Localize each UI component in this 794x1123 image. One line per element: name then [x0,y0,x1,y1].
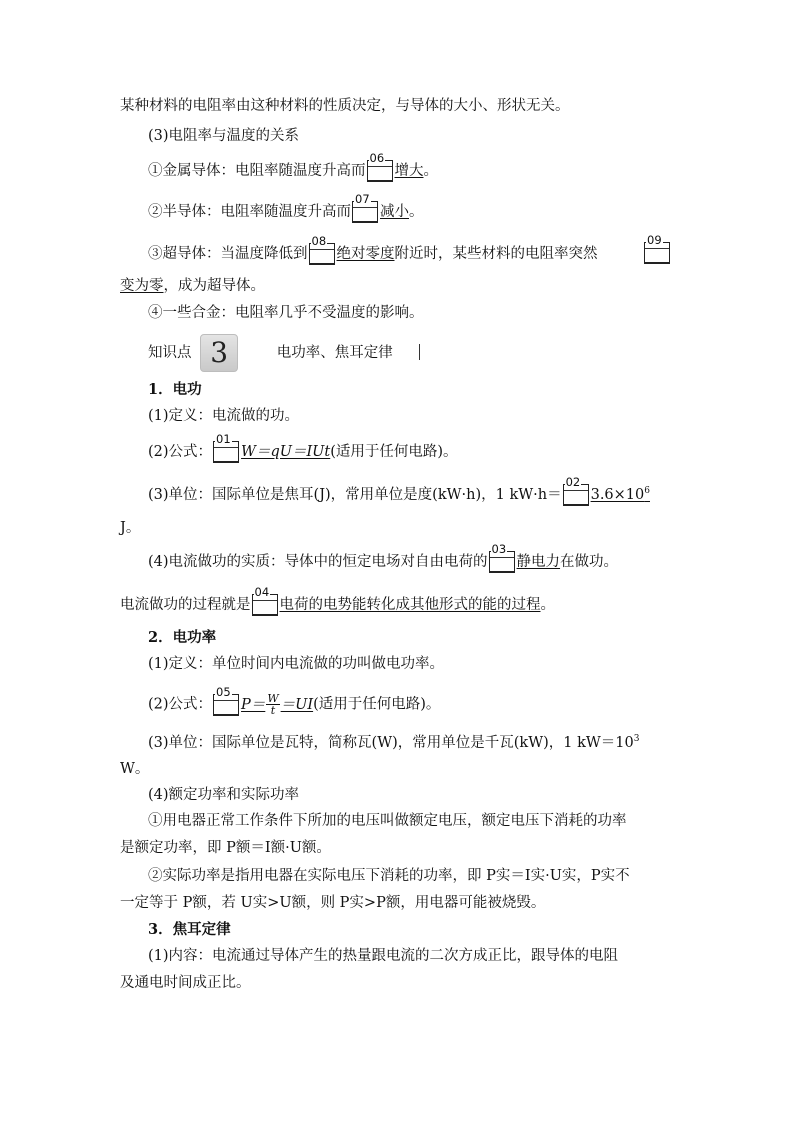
line-text: 。 [540,597,555,613]
paragraph-line: ②实际功率是指用电器在实际电压下消耗的功率，即 P实＝I实·U实，P实不 [148,868,630,884]
line-text: 在做功。 [560,554,619,570]
answer-text: 静电力 [516,554,561,570]
paragraph-line [148,192,424,223]
answer-text: 增大 [394,163,424,179]
answer-box-number: 05 [216,684,231,699]
paragraph-line: 一定等于 P额，若 U实>U额，则 P实>P额，用电器可能被烧毁。 [120,895,546,911]
answer-box [352,192,378,223]
paragraph-line [120,276,265,296]
line-text: (2)公式： [148,696,213,713]
kp-title: 电功率、焦耳定律 [276,345,393,361]
line-text: ，成为超导体。 [163,278,265,294]
paragraph-line [148,542,619,573]
paragraph-line [148,233,674,265]
paragraph-line: (1)内容：电流通过导体产生的热量跟电流的二次方成正比，跟导体的电阻 [148,948,619,964]
answer-text: 绝对零度 [336,246,395,262]
answer-box [563,475,589,506]
section-title: 3．焦耳定律 [148,921,231,938]
answer-box-number: 03 [491,542,507,556]
line-text: ①金属导体：电阻率随温度升高而 [148,163,366,179]
fraction-numerator: W [267,692,279,705]
line-text: (适用于任何电路)。 [330,444,458,460]
answer-box-number: 07 [355,192,370,206]
line-text: (4)电流做功的实质：导体中的恒定电场对自由电荷的 [148,554,488,570]
text-cursor-icon [419,344,420,360]
subheading: (4)额定功率和实际功率 [148,787,300,803]
paragraph-line: 是额定功率，即 P额＝I额·U额。 [120,840,331,856]
answer-box [252,585,278,616]
paragraph-line: W。 [120,761,150,777]
answer-text [591,487,650,503]
answer-box-number: 02 [565,475,581,489]
line-text: 。 [409,204,424,220]
kp-label: 知识点 [148,345,192,361]
exponent: 3 [633,734,640,745]
knowledge-point-header [148,334,420,372]
fraction [266,693,279,716]
answer-text: 电荷的电势能转化成其他形式的能的过程 [279,597,541,613]
answer-box-number: 01 [216,432,231,446]
paragraph-line [120,585,555,616]
formula-part: P＝ [241,696,266,713]
answer-box [309,234,335,265]
formula-part: ＝UI [280,696,314,713]
paragraph-line [148,684,441,717]
answer-box-number: 09 [647,233,662,247]
exponent: 6 [644,486,650,497]
paragraph-line: (1)定义：电流做的功。 [148,408,300,424]
line-text: ③超导体：当温度降低到 [148,246,308,262]
paragraph-line: J。 [120,520,141,536]
line-text: (2)公式： [148,444,213,460]
answer-box-number: 06 [369,151,385,165]
paragraph-line: 及通电时间成正比。 [120,975,251,991]
line-text: 。 [423,163,438,179]
formula-answer: W＝qU＝IUt [241,444,331,460]
paragraph-line: 某种材料的电阻率由这种材料的性质决定，与导体的大小、形状无关。 [120,98,570,114]
paragraph-line [148,432,458,463]
answer-box [213,684,239,716]
answer-box-number: 08 [311,234,327,248]
paragraph-line: ①用电器正常工作条件下所加的电压叫做额定电压，额定电压下消耗的功率 [148,813,627,829]
answer-box [644,233,670,264]
answer-value: 3.6×10 [590,487,645,503]
line-text: (3)单位：国际单位是瓦特，简称瓦(W)，常用单位是千瓦(kW)，1 kW＝10 [148,735,634,751]
answer-box-number: 04 [254,585,270,599]
answer-box [367,151,393,182]
subheading: (3)电阻率与温度的关系 [148,128,300,144]
paragraph-line [148,475,674,506]
line-text: (3)单位：国际单位是焦耳(J)，常用单位是度(kW·h)，1 kW·h＝ [148,487,562,503]
kp-number-badge: 3 [200,334,238,372]
answer-text: 减小 [380,204,409,220]
answer-box [489,542,515,573]
paragraph-line: (1)定义：单位时间内电流做的功叫做电功率。 [148,656,445,672]
line-text: 附近时，某些材料的电阻率突然 [394,246,598,262]
section-title: 2．电功率 [148,629,217,646]
line-text: (适用于任何电路)。 [313,696,441,713]
fraction-denominator: t [270,704,276,717]
line-text: 电流做功的过程就是 [120,597,251,613]
section-title: 1．电功 [148,381,202,398]
paragraph-line [148,151,438,182]
answer-text: 变为零 [120,278,164,294]
answer-box [213,432,239,463]
line-text: ②半导体：电阻率随温度升高而 [148,204,351,220]
paragraph-line [148,733,639,753]
paragraph-line: ④一些合金：电阻率几乎不受温度的影响。 [148,305,424,321]
formula-answer [241,692,314,717]
